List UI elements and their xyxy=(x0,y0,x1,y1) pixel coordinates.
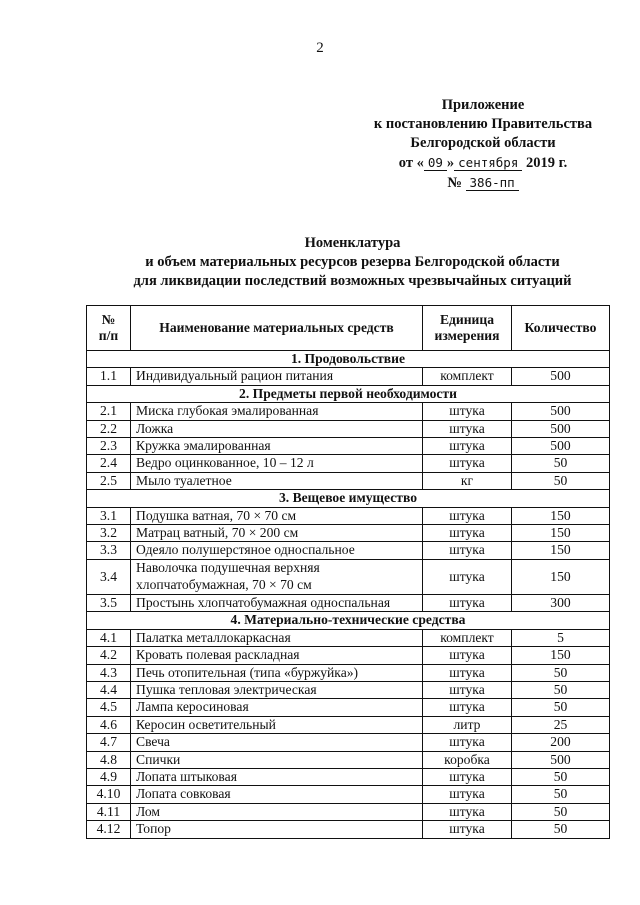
date-day: 09 xyxy=(424,155,447,171)
row-quantity: 50 xyxy=(512,803,610,820)
row-name: Миска глубокая эмалированная xyxy=(131,403,423,420)
appendix-number xyxy=(360,173,606,193)
row-quantity: 50 xyxy=(512,786,610,803)
row-name: Индивидуальный рацион питания xyxy=(131,368,423,385)
table-row xyxy=(87,734,610,751)
row-quantity: 500 xyxy=(512,420,610,437)
row-name-line: Наволочка подушечная верхняя xyxy=(136,560,320,576)
table-row xyxy=(87,751,610,768)
row-number: 3.4 xyxy=(87,559,131,594)
row-quantity: 200 xyxy=(512,734,610,751)
title-line: для ликвидации последствий возможных чрезвычайных ситуаций xyxy=(133,273,572,289)
row-unit: штука xyxy=(423,681,512,698)
row-number: 4.12 xyxy=(87,821,131,838)
row-number: 4.1 xyxy=(87,629,131,646)
table-row xyxy=(87,716,610,733)
row-unit: штука xyxy=(423,786,512,803)
row-unit: штука xyxy=(423,647,512,664)
row-number: 2.4 xyxy=(87,455,131,472)
row-name: Ложка xyxy=(131,420,423,437)
title-line: и объем материальных ресурсов резерва Белгородской области xyxy=(145,254,560,270)
date-mid: » xyxy=(446,155,455,171)
number-prefix: № xyxy=(447,175,462,191)
row-unit: штука xyxy=(423,525,512,542)
title-line: Номенклатура xyxy=(304,235,401,251)
row-unit: штука xyxy=(423,507,512,524)
row-name: Свеча xyxy=(131,734,423,751)
row-name: Подушка ватная, 70 × 70 см xyxy=(131,507,423,524)
row-unit: литр xyxy=(423,716,512,733)
row-number: 4.2 xyxy=(87,647,131,664)
appendix-line: к постановлению Правительства xyxy=(373,116,593,132)
row-number: 4.4 xyxy=(87,681,131,698)
row-name: Пушка тепловая электрическая xyxy=(131,681,423,698)
row-number: 4.10 xyxy=(87,786,131,803)
row-number: 2.5 xyxy=(87,472,131,489)
table-row xyxy=(87,647,610,664)
row-unit: штука xyxy=(423,438,512,455)
table-row xyxy=(87,803,610,820)
section-row xyxy=(87,351,610,368)
section-title: 2. Предметы первой необходимости xyxy=(87,385,610,402)
row-quantity: 150 xyxy=(512,559,610,594)
table-row xyxy=(87,821,610,838)
table-row xyxy=(87,507,610,524)
row-unit: штука xyxy=(423,559,512,594)
row-name: Одеяло полушерстяное односпальное xyxy=(131,542,423,559)
row-number: 2.3 xyxy=(87,438,131,455)
row-number: 2.2 xyxy=(87,420,131,437)
table-row xyxy=(87,438,610,455)
row-unit: штука xyxy=(423,455,512,472)
row-number: 3.1 xyxy=(87,507,131,524)
row-unit: штука xyxy=(423,403,512,420)
table-row xyxy=(87,420,610,437)
table-row xyxy=(87,681,610,698)
row-quantity: 5 xyxy=(512,629,610,646)
row-number: 4.6 xyxy=(87,716,131,733)
row-quantity: 50 xyxy=(512,768,610,785)
header-unit: Единица измерения xyxy=(423,306,512,351)
row-name: Кружка эмалированная xyxy=(131,438,423,455)
page-number: 2 xyxy=(316,40,324,56)
table-row xyxy=(87,525,610,542)
row-unit: штука xyxy=(423,420,512,437)
row-number: 3.3 xyxy=(87,542,131,559)
section-row xyxy=(87,490,610,507)
row-name: Керосин осветительный xyxy=(131,716,423,733)
table-header-row xyxy=(87,306,610,351)
table-row xyxy=(87,559,610,594)
row-quantity: 300 xyxy=(512,594,610,611)
row-quantity: 150 xyxy=(512,542,610,559)
row-number: 4.3 xyxy=(87,664,131,681)
table-row xyxy=(87,768,610,785)
table-row xyxy=(87,455,610,472)
row-quantity: 150 xyxy=(512,647,610,664)
section-row xyxy=(87,612,610,629)
row-quantity: 50 xyxy=(512,699,610,716)
table-row xyxy=(87,403,610,420)
row-name xyxy=(131,559,423,594)
row-quantity: 150 xyxy=(512,507,610,524)
row-name: Ведро оцинкованное, 10 – 12 л xyxy=(131,455,423,472)
row-quantity: 50 xyxy=(512,455,610,472)
row-number: 3.5 xyxy=(87,594,131,611)
row-number: 4.7 xyxy=(87,734,131,751)
row-name: Лопата штыковая xyxy=(131,768,423,785)
row-name: Лампа керосиновая xyxy=(131,699,423,716)
row-unit: штука xyxy=(423,734,512,751)
row-name: Лом xyxy=(131,803,423,820)
table-row xyxy=(87,472,610,489)
row-name: Спички xyxy=(131,751,423,768)
header-num: № п/п xyxy=(87,306,131,351)
document-number: 386-пп xyxy=(466,175,519,191)
row-name: Палатка металлокаркасная xyxy=(131,629,423,646)
header-name: Наименование материальных средств xyxy=(131,306,423,351)
appendix-block xyxy=(360,96,606,193)
row-name: Печь отопительная (типа «буржуйка») xyxy=(131,664,423,681)
row-quantity: 50 xyxy=(512,472,610,489)
row-quantity: 500 xyxy=(512,368,610,385)
table-row xyxy=(87,594,610,611)
row-number: 4.11 xyxy=(87,803,131,820)
header-qty: Количество xyxy=(512,306,610,351)
date-year: 2019 г. xyxy=(526,155,568,171)
row-unit: штука xyxy=(423,594,512,611)
row-number: 3.2 xyxy=(87,525,131,542)
row-unit: коробка xyxy=(423,751,512,768)
row-unit: штука xyxy=(423,664,512,681)
section-title: 1. Продовольствие xyxy=(87,351,610,368)
row-number: 4.8 xyxy=(87,751,131,768)
table-row xyxy=(87,786,610,803)
row-name: Матрац ватный, 70 × 200 см xyxy=(131,525,423,542)
appendix-line: Белгородской области xyxy=(410,135,556,151)
row-name: Простынь хлопчатобумажная односпальная xyxy=(131,594,423,611)
row-unit: штука xyxy=(423,699,512,716)
row-quantity: 50 xyxy=(512,664,610,681)
appendix-title: Приложение xyxy=(441,97,525,113)
nomenclature-table xyxy=(86,305,610,839)
row-number: 4.5 xyxy=(87,699,131,716)
table-row xyxy=(87,368,610,385)
row-name: Лопата совковая xyxy=(131,786,423,803)
row-quantity: 500 xyxy=(512,751,610,768)
section-row xyxy=(87,385,610,402)
row-number: 4.9 xyxy=(87,768,131,785)
row-unit: комплект xyxy=(423,368,512,385)
row-quantity: 150 xyxy=(512,525,610,542)
row-name-line: хлопчатобумажная, 70 × 70 см xyxy=(136,576,312,592)
date-prefix: от « xyxy=(398,155,424,171)
row-quantity: 500 xyxy=(512,403,610,420)
row-name: Мыло туалетное xyxy=(131,472,423,489)
row-unit: комплект xyxy=(423,629,512,646)
table-row xyxy=(87,542,610,559)
row-number: 1.1 xyxy=(87,368,131,385)
row-quantity: 50 xyxy=(512,681,610,698)
row-unit: штука xyxy=(423,542,512,559)
row-name: Топор xyxy=(131,821,423,838)
row-unit: штука xyxy=(423,768,512,785)
date-month: сентября xyxy=(454,155,522,171)
row-quantity: 25 xyxy=(512,716,610,733)
row-quantity: 50 xyxy=(512,821,610,838)
row-unit: кг xyxy=(423,472,512,489)
document-title xyxy=(80,234,625,291)
row-unit: штука xyxy=(423,803,512,820)
row-unit: штука xyxy=(423,821,512,838)
section-title: 4. Материально-технические средства xyxy=(87,612,610,629)
row-number: 2.1 xyxy=(87,403,131,420)
table-row xyxy=(87,664,610,681)
table-row xyxy=(87,629,610,646)
table-row xyxy=(87,699,610,716)
row-quantity: 500 xyxy=(512,438,610,455)
appendix-date xyxy=(360,153,606,173)
row-name: Кровать полевая раскладная xyxy=(131,647,423,664)
section-title: 3. Вещевое имущество xyxy=(87,490,610,507)
table-body xyxy=(87,351,610,839)
